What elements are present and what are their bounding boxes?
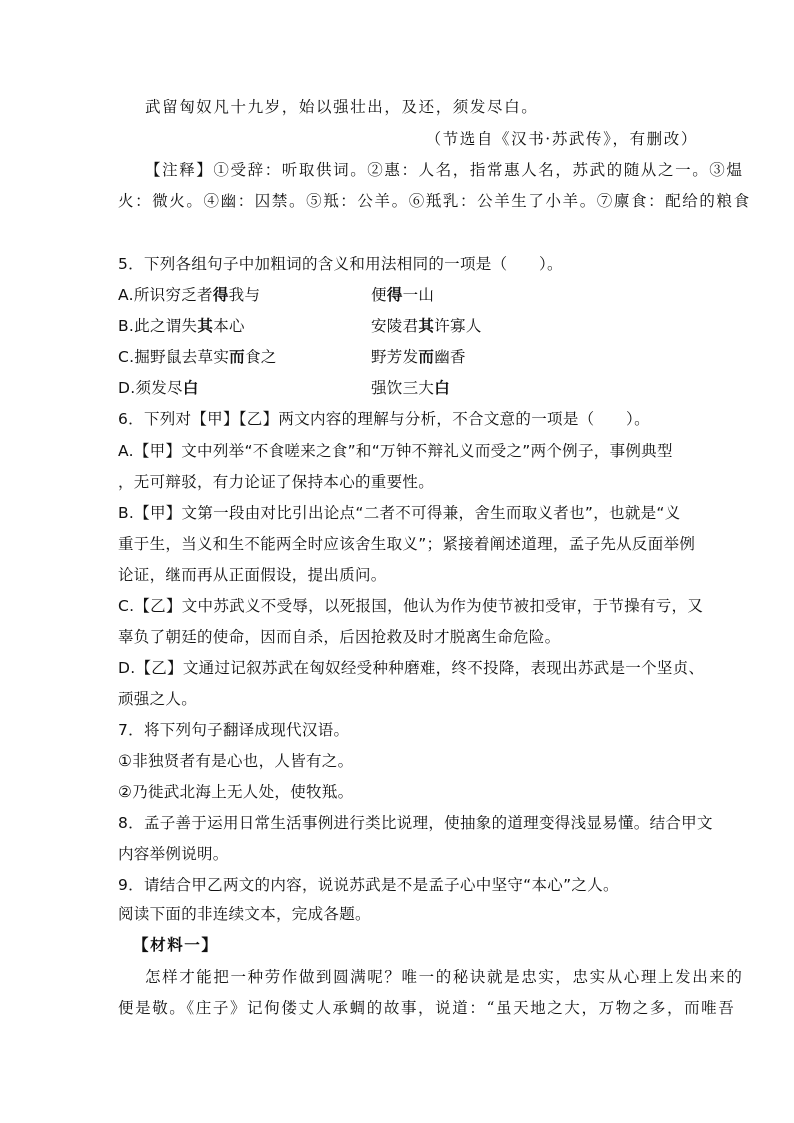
q5-option-a-right: 便得一山	[371, 286, 435, 304]
material-1-line-1: 怎样才能把一种劳作做到圆满呢？唯一的秘诀就是忠实，忠实从心理上发出来的	[145, 968, 744, 986]
q6-option-d-line-1: D.【乙】文通过记叙苏武在匈奴经受种种磨难，终不投降，表现出苏武是一个坚贞、	[118, 659, 705, 677]
q6-option-b-line-3: 论证，继而再从正面假设，提出质问。	[118, 566, 387, 584]
q5-option-d-right: 强饮三大白	[371, 379, 451, 397]
question-5-stem: 5．下列各组句子中加粗词的含义和用法相同的一项是（ ）。	[118, 255, 563, 273]
question-8-line-2: 内容举例说明。	[118, 845, 229, 863]
q6-option-a-line-2: ，无可辩驳，有力论证了保持本心的重要性。	[118, 473, 435, 491]
question-7-stem: 7．将下列句子翻译成现代汉语。	[118, 721, 350, 739]
q6-option-b-line-2: 重于生，当义和生不能两全时应该舍生取义”；紧接着阐述道理，孟子先从反面举例	[118, 535, 696, 553]
q5-option-c-right: 野芳发而幽香	[371, 348, 466, 366]
reading-instruction: 阅读下面的非连续文本，完成各题。	[118, 905, 371, 923]
notes-line-2: 火：微火。④幽：囚禁。⑤羝：公羊。⑥羝乳：公羊生了小羊。⑦廪食：配给的粮食	[118, 192, 751, 210]
q7-sentence-2: ②乃徙武北海上无人处，使牧羝。	[118, 783, 354, 801]
q6-option-c-line-1: C.【乙】文中苏武义不受辱，以死报国，他认为作为使节被扣受审，于节操有亏，又	[118, 597, 704, 615]
q5-option-b-right: 安陵君其许寡人	[371, 317, 482, 335]
notes-line-1: 【注释】①受辞：听取供词。②惠：人名，指常惠人名，苏武的随从之一。③煴	[145, 161, 744, 179]
question-8-line-1: 8．孟子善于运用日常生活事例进行类比说理，使抽象的道理变得浅显易懂。结合甲文	[118, 814, 713, 832]
passage-last-line: 武留匈奴凡十九岁，始以强壮出，及还，须发尽白。	[145, 98, 539, 116]
q5-option-a-left: A.所识穷乏者得我与	[118, 286, 261, 304]
q5-option-c-left: C.掘野鼠去草实而食之	[118, 348, 277, 366]
question-9: 9．请结合甲乙两文的内容，说说苏武是不是孟子心中坚守“本心”之人。	[118, 876, 619, 894]
material-1-line-2: 便是敬。《庄子》记佝偻丈人承蜩的故事，说道：“虽天地之大，万物之多，而唯吾	[118, 999, 736, 1017]
q6-option-b-line-1: B.【甲】文第一段由对比引出论点“二者不可得兼，舍生而取义者也”，也就是“义	[118, 504, 681, 522]
q7-sentence-1: ①非独贤者有是心也，人皆有之。	[118, 752, 354, 770]
material-1-title: 【材料一】	[133, 935, 219, 954]
q5-option-d-left: D.须发尽白	[118, 379, 199, 397]
q6-option-c-line-2: 辜负了朝廷的使命，因而自杀，后因抢救及时才脱离生命危险。	[118, 628, 561, 646]
q6-option-d-line-2: 顽强之人。	[118, 690, 198, 708]
source-citation: （节选自《汉书·苏武传》，有删改）	[425, 130, 698, 148]
q6-option-a-line-1: A.【甲】文中列举“不食嗟来之食”和“万钟不辩礼义而受之”两个例子，事例典型	[118, 442, 673, 460]
q5-option-b-left: B.此之谓失其本心	[118, 317, 245, 335]
question-6-stem: 6．下列对【甲】【乙】两文内容的理解与分析，不合文意的一项是（ ）。	[118, 410, 650, 428]
